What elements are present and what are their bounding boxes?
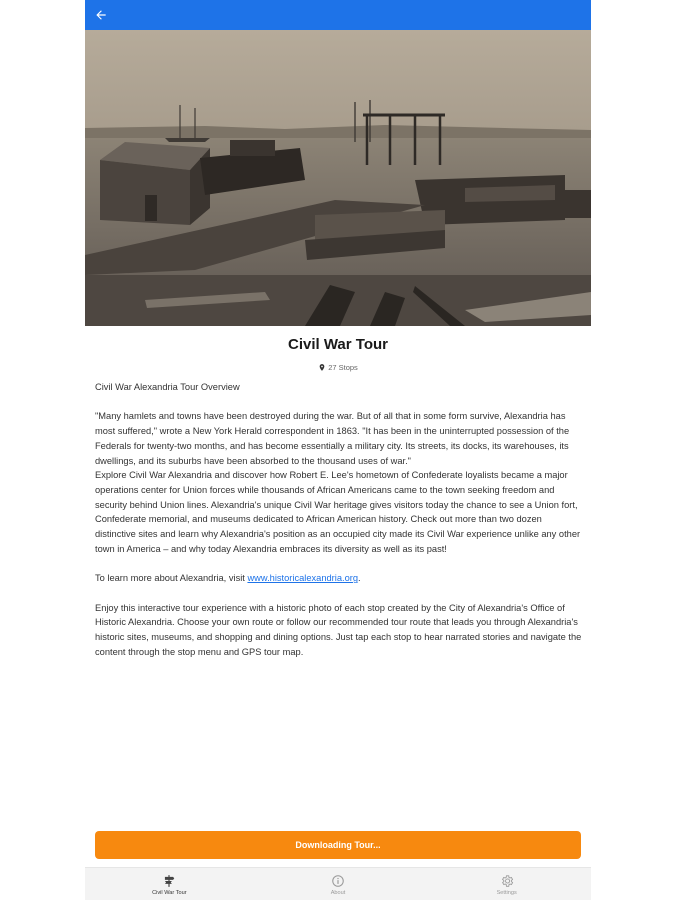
learn-more-paragraph [95, 571, 583, 586]
tab-label: About [330, 889, 346, 896]
learn-more-prefix: To learn more about Alexandria, visit [95, 573, 248, 584]
tab-label: Settings [496, 889, 517, 896]
stops-label: 27 Stops [328, 362, 358, 372]
downloading-tour-button[interactable]: Downloading Tour... [95, 831, 581, 859]
top-app-bar [85, 0, 591, 30]
description-explore-paragraph: Explore Civil War Alexandria and discover how Robert E. Lee's hometown of Confederate loyalists became a major operations center for Union forces while thousands of African Americans came to the town seeking freedom and security behind Union lines. Alexandria's unique Civil War heritage gives visitors today the chance to see a Union fort, Confederate memorial, and museums dedicated to African American history. Check out more than two dozen distinctive sites and learn why Alexandria's position as an occupied city made its Civil War experience unlike any other town in America – and why today Alexandria embraces its diversity as well as its past! [95, 470, 581, 554]
description-quote-paragraph: "Many hamlets and towns have been destroyed during the war. But of all that in some form survive, Alexandria has most suffered," wrote a New York Herald correspondent in 1863. "It has been in the uninterrupted possession of the Federals for twenty-two months, and has become essentially a military city. Its streets, its docks, its warehouses, its dwellings, and its suburbs have been absorbed to the thousand uses of war." [95, 411, 570, 466]
map-pin-icon [318, 363, 326, 372]
gear-icon [500, 874, 514, 888]
tab-label: Civil War Tour [152, 889, 187, 896]
tab-civil-war-tour[interactable] [85, 868, 254, 900]
info-icon [331, 874, 345, 888]
stops-count [85, 361, 591, 373]
tour-title: Civil War Tour [287, 336, 388, 353]
tour-description [95, 380, 583, 659]
tab-about[interactable] [254, 868, 423, 900]
tour-hero-photo [85, 30, 591, 326]
description-enjoy-paragraph: Enjoy this interactive tour experience with a historic photo of each stop created by the City of Alexandria's Office of Historic Alexandria. Choose your own route or follow our recommended tour route that leads you through Alexandria's historic sites, museums, and shopping and dining options. Just tap each stop to hear narrated stories and navigate the content through the stop menu and GPS tour map. [95, 602, 582, 657]
signpost-icon [162, 874, 176, 888]
learn-more-suffix: . [358, 573, 361, 584]
tab-settings[interactable] [422, 868, 591, 900]
arrow-left-icon [94, 8, 108, 22]
description-heading: Civil War Alexandria Tour Overview [95, 382, 240, 392]
historic-alexandria-link[interactable]: www.historicalexandria.org [247, 573, 359, 584]
app-screen [85, 0, 591, 900]
back-button[interactable] [89, 3, 113, 27]
bottom-tab-bar [85, 867, 591, 900]
